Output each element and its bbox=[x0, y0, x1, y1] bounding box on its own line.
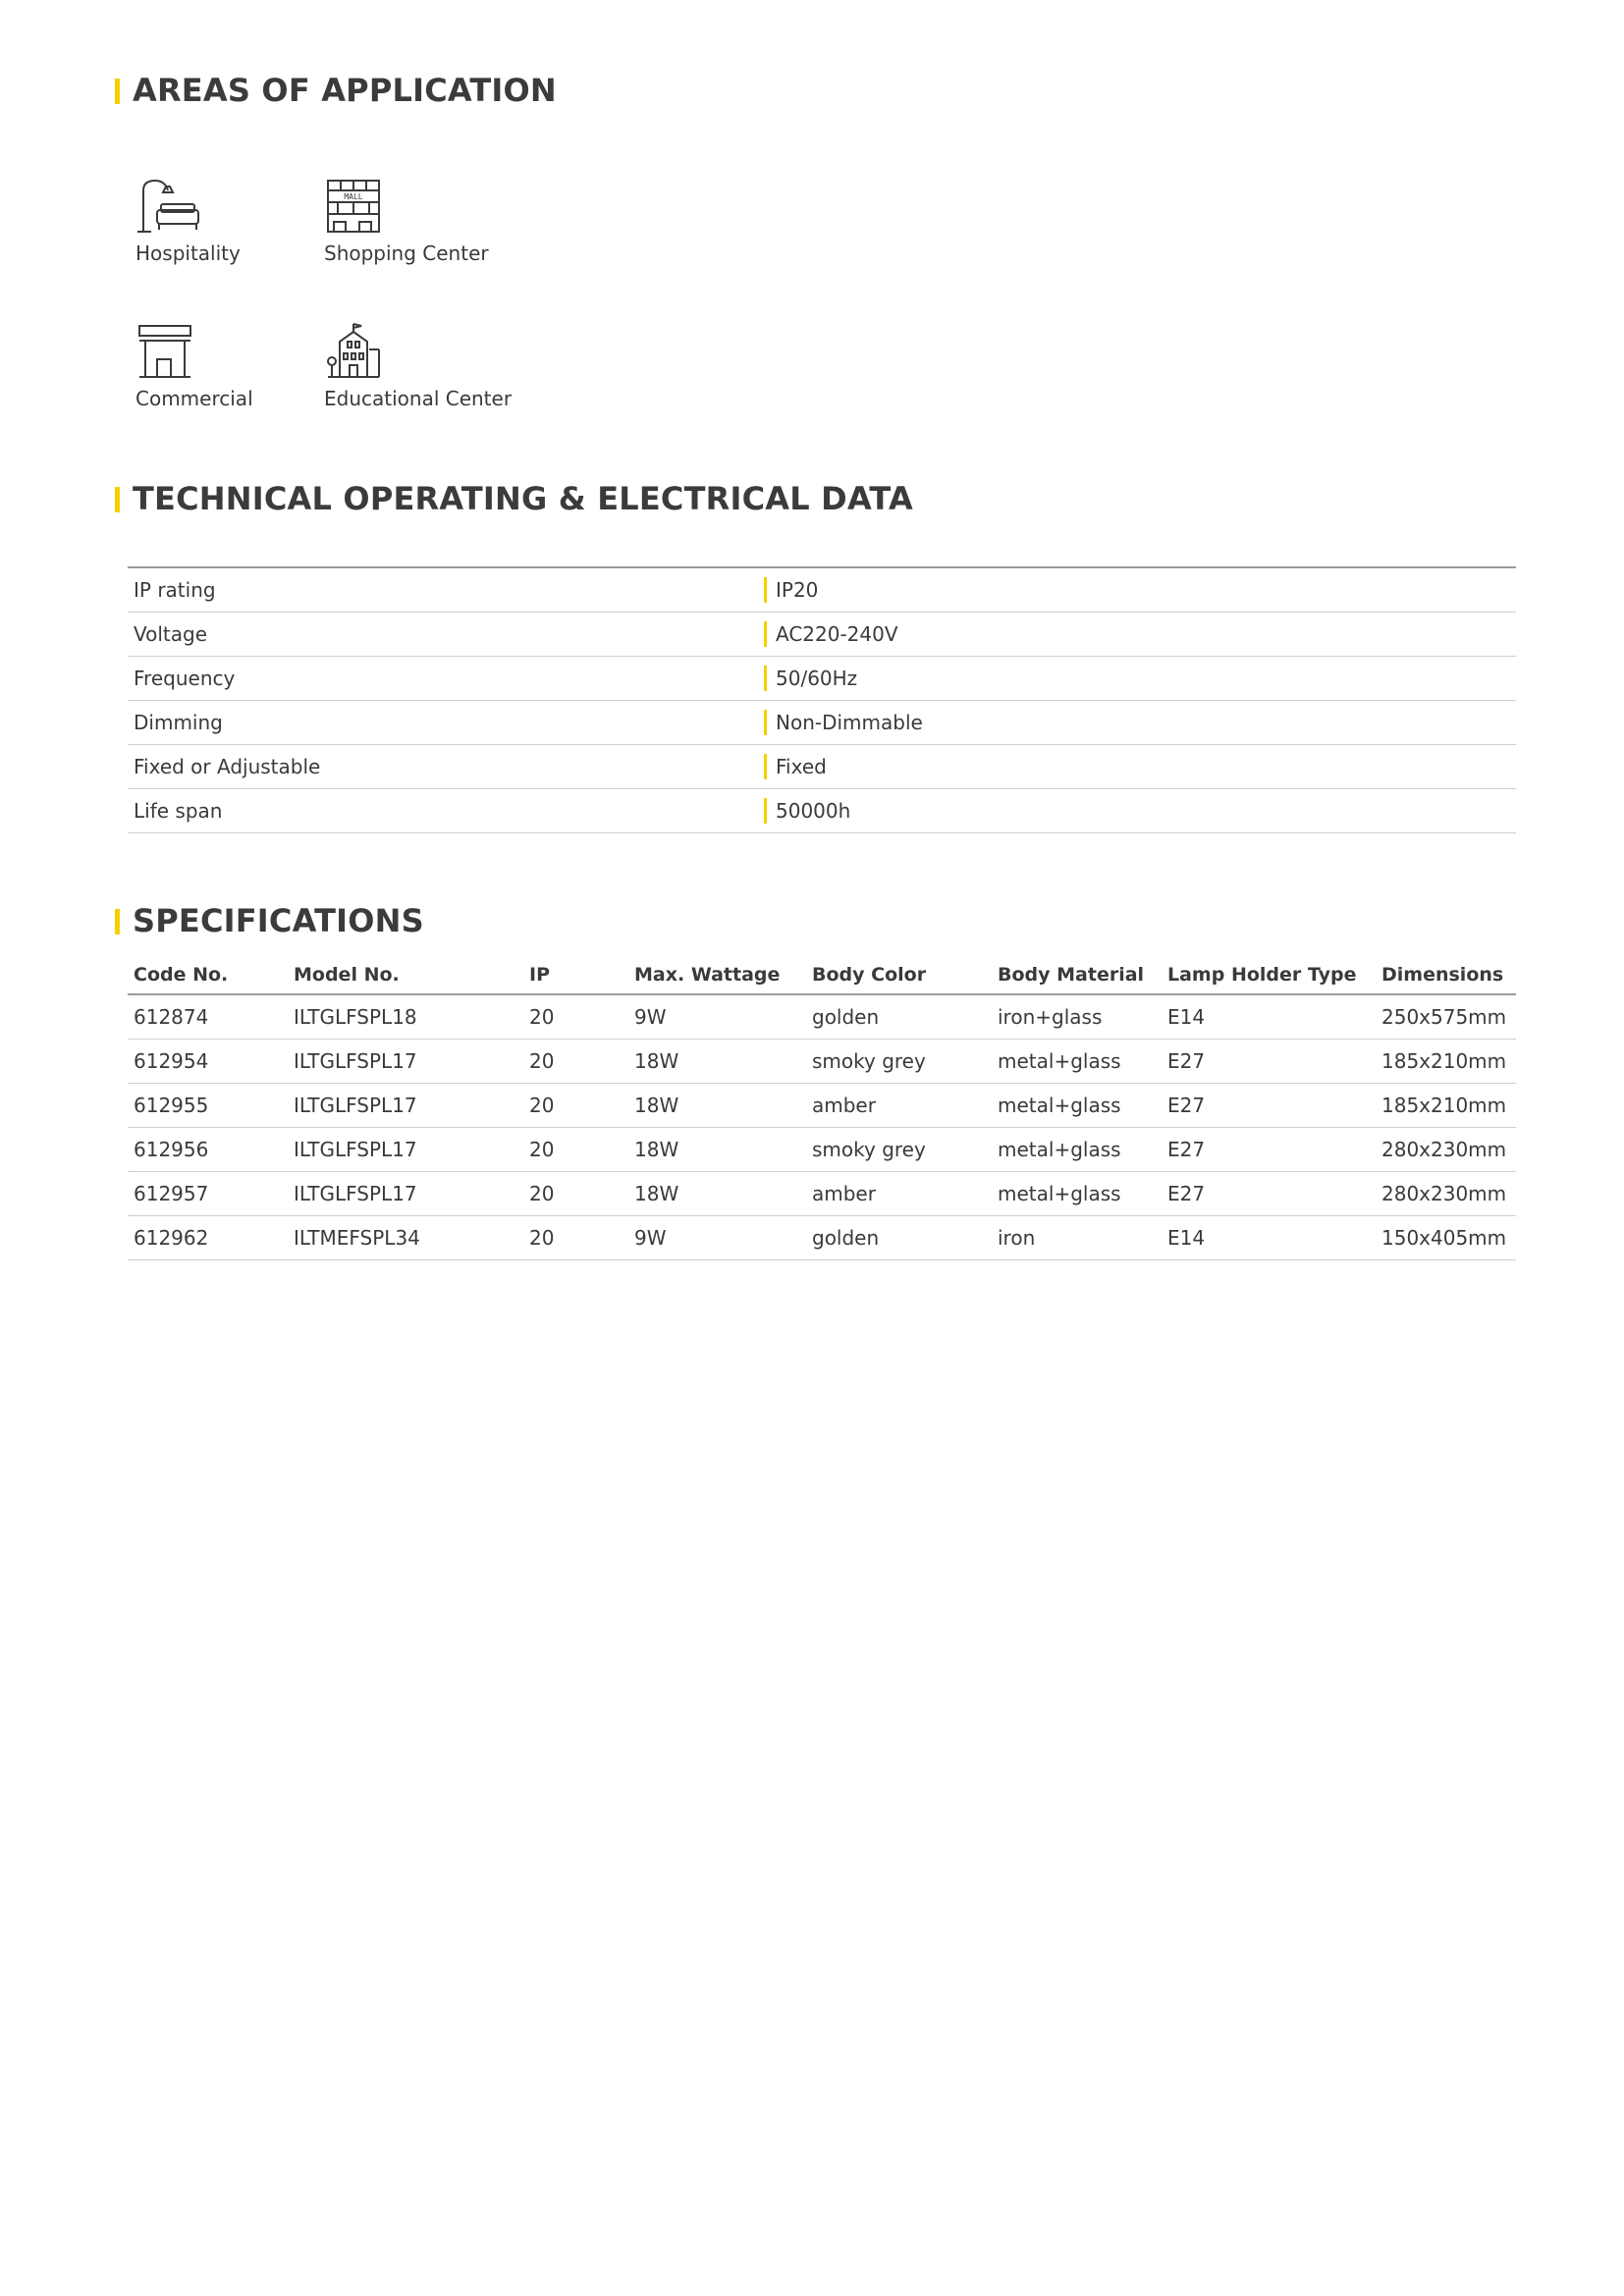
specifications-title: SPECIFICATIONS bbox=[115, 901, 424, 940]
tech-label: Voltage bbox=[128, 613, 764, 657]
hospitality-icon bbox=[135, 177, 214, 236]
table-cell: 9W bbox=[628, 994, 806, 1040]
column-header: Code No. bbox=[128, 940, 288, 994]
table-row bbox=[128, 613, 1516, 657]
application-hospitality bbox=[135, 177, 352, 265]
table-cell: iron bbox=[992, 1216, 1162, 1260]
table-cell: 150x405mm bbox=[1376, 1216, 1516, 1260]
tech-label: Life span bbox=[128, 789, 764, 833]
table-cell: amber bbox=[806, 1084, 992, 1128]
table-cell: amber bbox=[806, 1172, 992, 1216]
tech-value: AC220-240V bbox=[764, 613, 1516, 657]
column-header: Dimensions bbox=[1376, 940, 1516, 994]
tech-value: Fixed bbox=[764, 745, 1516, 789]
table-cell: smoky grey bbox=[806, 1040, 992, 1084]
table-cell: 280x230mm bbox=[1376, 1172, 1516, 1216]
table-cell: 18W bbox=[628, 1040, 806, 1084]
column-header: Body Material bbox=[992, 940, 1162, 994]
table-cell: metal+glass bbox=[992, 1128, 1162, 1172]
table-row bbox=[128, 789, 1516, 833]
accent-bar bbox=[115, 909, 120, 934]
table-cell: 20 bbox=[523, 1128, 628, 1172]
table-row bbox=[128, 994, 1516, 1040]
table-cell: ILTGLFSPL17 bbox=[288, 1172, 523, 1216]
application-label: Commercial bbox=[135, 387, 253, 410]
application-shopping-center bbox=[324, 177, 540, 265]
application-label: Shopping Center bbox=[324, 241, 489, 265]
column-header: Model No. bbox=[288, 940, 523, 994]
table-cell: E27 bbox=[1162, 1084, 1376, 1128]
table-cell: 20 bbox=[523, 1172, 628, 1216]
accent-bar bbox=[115, 487, 120, 512]
column-header: Lamp Holder Type bbox=[1162, 940, 1376, 994]
areas-title: AREAS OF APPLICATION bbox=[115, 71, 557, 110]
table-row bbox=[128, 567, 1516, 613]
table-row bbox=[128, 701, 1516, 745]
table-cell: metal+glass bbox=[992, 1172, 1162, 1216]
table-cell: 185x210mm bbox=[1376, 1040, 1516, 1084]
table-cell: 612957 bbox=[128, 1172, 288, 1216]
tech-value: 50/60Hz bbox=[764, 657, 1516, 701]
table-header-row bbox=[128, 940, 1516, 994]
table-row bbox=[128, 745, 1516, 789]
table-cell: ILTGLFSPL17 bbox=[288, 1040, 523, 1084]
technical-title: TECHNICAL OPERATING & ELECTRICAL DATA bbox=[115, 479, 913, 518]
table-cell: metal+glass bbox=[992, 1084, 1162, 1128]
tech-label: Frequency bbox=[128, 657, 764, 701]
table-cell: 20 bbox=[523, 1084, 628, 1128]
table-cell: E14 bbox=[1162, 994, 1376, 1040]
table-cell: E14 bbox=[1162, 1216, 1376, 1260]
table-cell: golden bbox=[806, 1216, 992, 1260]
tech-value: 50000h bbox=[764, 789, 1516, 833]
table-cell: E27 bbox=[1162, 1040, 1376, 1084]
technical-data-table bbox=[128, 566, 1516, 833]
table-row bbox=[128, 657, 1516, 701]
tech-value: IP20 bbox=[764, 567, 1516, 613]
column-header: Body Color bbox=[806, 940, 992, 994]
tech-label: Dimming bbox=[128, 701, 764, 745]
table-cell: 18W bbox=[628, 1128, 806, 1172]
table-cell: 612955 bbox=[128, 1084, 288, 1128]
commercial-icon bbox=[135, 322, 194, 381]
tech-value: Non-Dimmable bbox=[764, 701, 1516, 745]
column-header: IP bbox=[523, 940, 628, 994]
table-cell: 280x230mm bbox=[1376, 1128, 1516, 1172]
table-cell: 9W bbox=[628, 1216, 806, 1260]
column-header: Max. Wattage bbox=[628, 940, 806, 994]
table-cell: 612874 bbox=[128, 994, 288, 1040]
table-cell: 18W bbox=[628, 1172, 806, 1216]
application-label: Educational Center bbox=[324, 387, 513, 410]
table-cell: E27 bbox=[1162, 1128, 1376, 1172]
table-cell: 250x575mm bbox=[1376, 994, 1516, 1040]
table-cell: E27 bbox=[1162, 1172, 1376, 1216]
application-educational-center bbox=[324, 322, 540, 410]
tech-label: Fixed or Adjustable bbox=[128, 745, 764, 789]
table-cell: 18W bbox=[628, 1084, 806, 1128]
specifications-table bbox=[128, 940, 1516, 1260]
table-row bbox=[128, 1040, 1516, 1084]
table-cell: ILTMEFSPL34 bbox=[288, 1216, 523, 1260]
table-cell: 612954 bbox=[128, 1040, 288, 1084]
table-cell: 20 bbox=[523, 1216, 628, 1260]
table-cell: iron+glass bbox=[992, 994, 1162, 1040]
table-cell: 20 bbox=[523, 1040, 628, 1084]
table-cell: ILTGLFSPL17 bbox=[288, 1084, 523, 1128]
table-cell: 612956 bbox=[128, 1128, 288, 1172]
tech-label: IP rating bbox=[128, 567, 764, 613]
table-row bbox=[128, 1172, 1516, 1216]
table-row bbox=[128, 1084, 1516, 1128]
table-cell: 185x210mm bbox=[1376, 1084, 1516, 1128]
shopping-center-icon bbox=[324, 177, 383, 236]
table-row bbox=[128, 1216, 1516, 1260]
table-cell: ILTGLFSPL17 bbox=[288, 1128, 523, 1172]
svg-text:MALL: MALL bbox=[344, 192, 363, 201]
accent-bar bbox=[115, 79, 120, 104]
table-row bbox=[128, 1128, 1516, 1172]
table-cell: smoky grey bbox=[806, 1128, 992, 1172]
table-cell: 20 bbox=[523, 994, 628, 1040]
table-cell: 612962 bbox=[128, 1216, 288, 1260]
table-cell: golden bbox=[806, 994, 992, 1040]
table-cell: metal+glass bbox=[992, 1040, 1162, 1084]
table-cell: ILTGLFSPL18 bbox=[288, 994, 523, 1040]
application-commercial bbox=[135, 322, 352, 410]
educational-center-icon bbox=[324, 322, 383, 381]
application-label: Hospitality bbox=[135, 241, 241, 265]
